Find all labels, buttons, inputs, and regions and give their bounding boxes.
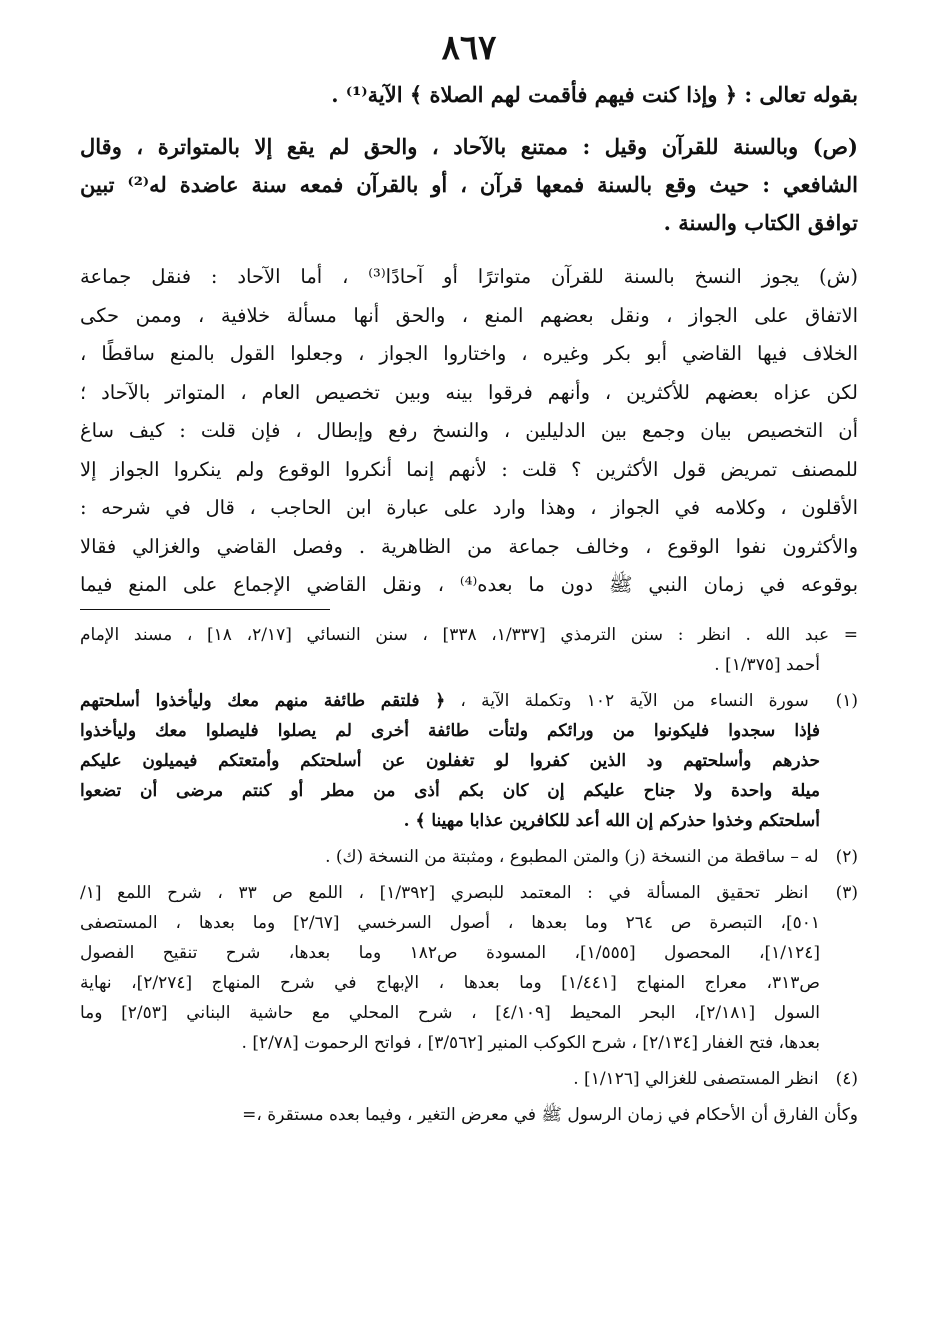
- quran-verse-line: حذرهم وأسلحتهم ود الذين كفروا لو تغفلون عن أسلحتكم وأمتعتكم فيميلون عليكم: [80, 750, 820, 771]
- footnote-number: (٣): [835, 882, 859, 903]
- quran-verse: ﴿ فلتقم طائفة منهم معك وليأخذوا أسلحتهم: [80, 690, 446, 711]
- quran-verse-line: فإذا سجدوا فليكونوا من ورائكم ولتأت طائفة أخرى لم يصلوا فليصلوا معك وليأخذوا: [80, 720, 820, 741]
- matn-line: توافق الكتاب والسنة .: [663, 210, 858, 235]
- sharh-line: (ش) يجوز النسخ بالسنة للقرآن متواترًا أو آحادًا⁽³⁾ ، أما الآحاد : فنقل جماعة: [80, 265, 858, 288]
- footnotes: [80, 620, 858, 1130]
- footnote-line: ص٣١٣، معراج المنهاج [١/٤٤١] وما بعدها ، الإبهاج في شرح المنهاج [٢/٢٧٤]، نهاية: [80, 972, 820, 993]
- footnote-text: انظر تحقيق المسألة في : المعتمد للبصري [١/٣٩٢] ، اللمع ص ٣٣ ، شرح اللمع [١/: [80, 882, 809, 903]
- footnote-4: [80, 1064, 858, 1094]
- footnote-separator: [80, 609, 330, 610]
- matn-paragraph: [80, 128, 858, 242]
- quran-verse-line: أسلحتكم وخذوا حذركم إن الله أعد للكافرين عذابا مهينا ﴾ .: [403, 810, 820, 831]
- footnote-continues-next-page: [80, 1100, 858, 1130]
- sharh-line: الخلاف فيها القاضي أبو بكر وغيره ، واختاروا الجواز ، وجعلوا القول بالمنع ساقطًا ،: [80, 342, 858, 365]
- intro-paragraph: [80, 76, 858, 114]
- footnote-line: وكأن الفارق أن الأحكام في زمان الرسول ﷺ في معرض التغير ، وفيما بعده مستقرة ،=: [242, 1104, 858, 1125]
- sharh-line: الاتفاق على الجواز ، ونقل بعضهم المنع ، والحق أنها مسألة خلافية ، وممن حكى: [80, 303, 858, 327]
- footnote-line: أحمد [١/٣٧٥] .: [714, 654, 820, 675]
- sharh-line: بوقوعه في زمان النبي ﷺ دون ما بعده⁽⁴⁾ ، ونقل القاضي الإجماع على المنع فيما: [80, 573, 858, 596]
- footnote-text: انظر المستصفى للغزالي [١/١٢٦] .: [573, 1068, 819, 1089]
- footnote-line: [١/١٢٤]، المحصول [١/٥٥٥]، المسودة ص١٨٢ وما بعدها، شرح تنقيح الفصول: [80, 942, 821, 963]
- matn-line: الشافعي : حيث وقع بالسنة فمعها قرآن ، أو بالقرآن فمعه سنة عاضدة له⁽²⁾ تبين: [80, 172, 858, 197]
- footnote-number: (٤): [835, 1068, 858, 1089]
- footnote-continuation: [80, 620, 858, 680]
- footnote-line: بعدها، فتح الغفار [٢/١٣٤] ، شرح الكوكب المنير [٣/٥٦٢] ، فواتح الرحموت [٢/٧٨] .: [241, 1032, 820, 1053]
- footnote-number: (٢): [835, 846, 858, 867]
- footnote-1: [80, 686, 858, 836]
- page-number: ٨٦٧: [441, 28, 497, 68]
- sharh-line: والأكثرون نفوا الوقوع ، وخالف جماعة من الظاهرية . وفصل القاضي والغزالي فقالا: [80, 534, 858, 558]
- footnote-2: [80, 842, 858, 872]
- footnote-number: (١): [835, 690, 858, 711]
- matn-line: (ص) وبالسنة للقرآن وقيل : ممتنع بالآحاد ، والحق لم يقع إلا بالمتواترة ، وقال: [80, 134, 858, 159]
- footnote-3: [80, 878, 858, 1058]
- intro-line: بقوله تعالى : ﴿ وإذا كنت فيهم فأقمت لهم الصلاة ﴾ الآية⁽¹⁾ .: [331, 82, 858, 107]
- footnote-line: = عبد الله . انظر : سنن الترمذي [١/٣٣٧، ٣٣٨] ، سنن النسائي [٢/١٧، ١٨] ، مسند الإمام: [80, 624, 859, 645]
- footnote-line: ٥٠١]، التبصرة ص ٢٦٤ وما بعدها ، أصول السرخسي [٢/٦٧] وما بعدها ، المستصفى: [80, 912, 820, 933]
- quran-verse-line: ميلة واحدة ولا جناح عليكم إن كان بكم أذى من مطر أو كنتم مرضى أن تضعوا: [80, 780, 820, 801]
- footnote-text: له – ساقطة من النسخة (ز) والمتن المطبوع ، ومثبتة من النسخة (ك) .: [325, 846, 819, 867]
- sharh-line: للمصنف تمريض قول الأكثرين ؟ قلت : لأنهم إنما أنكروا الوقوع ولم ينكروا الجواز إلا: [80, 457, 858, 481]
- sharh-line: الأقلون ، وكلامه في الجواز ، وهذا وارد على عبارة ابن الحاجب ، قال في شرحه :: [80, 496, 858, 519]
- footnote-text: سورة النساء من الآية ١٠٢ وتكملة الآية ،: [460, 690, 809, 711]
- sharh-line: أن التخصيص بيان وجمع بين الدليلين ، والنسخ رفع وإبطال ، فإن قلت : كيف ساغ: [80, 419, 858, 442]
- footnote-line: السول [٢/١٨١]، البحر المحيط [٤/١٠٩] ، شرح المحلي مع حاشية البناني [٢/٥٣] وما: [80, 1002, 820, 1023]
- sharh-line: لكن عزاه بعضهم للأكثرين ، وأنهم فرقوا بينه وبين تخصيص العام ، المتواتر بالآحاد ؛: [80, 380, 858, 404]
- sharh-paragraph: [80, 258, 858, 605]
